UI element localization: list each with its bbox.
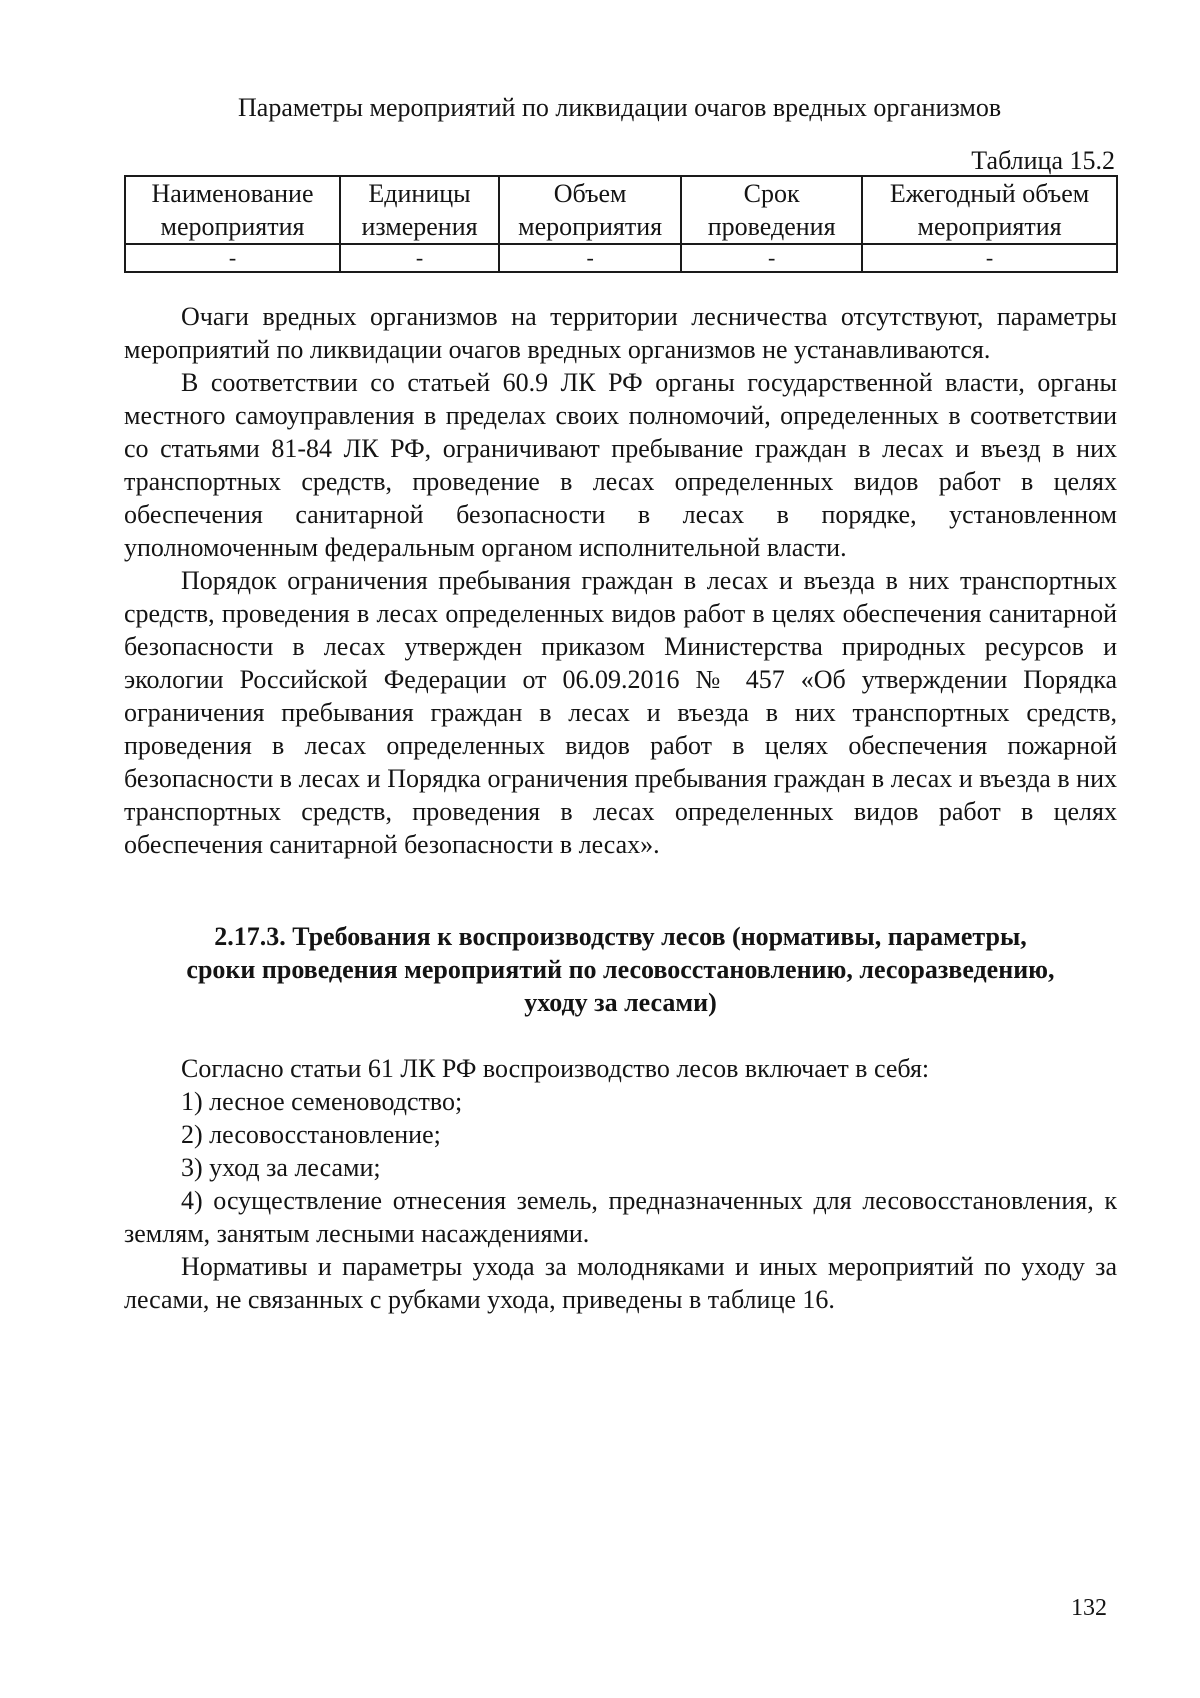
header-annual-volume: Ежегодный объем мероприятия [862,176,1117,244]
header-volume: Объем мероприятия [499,176,681,244]
paragraph-no-pests: Очаги вредных организмов на территории лесничества отсутствуют, параметры мероприятий по ликвидации очагов вредных организмов не устанавливаются. [124,302,1117,364]
header-units: Единицы измерения [340,176,499,244]
closing-paragraph: Нормативы и параметры ухода за молодняками и иных мероприятий по уходу за лесами, не связанных с рубками ухода, приведены в таблице 16. [124,1252,1117,1314]
heading-line: сроки проведения мероприятий по лесовосстановлению, лесоразведению, [186,955,1055,984]
table-row [125,244,1117,272]
list-item: 2) лесовосстановление; [181,1120,441,1149]
measures-table [124,175,1118,273]
heading-line: уходу за лесами) [524,988,717,1017]
section-heading [124,920,1117,1019]
header-measure-name: Наименование мероприятия [125,176,340,244]
table-caption: Параметры мероприятий по ликвидации очагов вредных организмов [238,93,1002,122]
list-intro: Согласно статьи 61 ЛК РФ воспроизводство лесов включает в себя: [181,1054,930,1083]
table-cell: - [862,244,1117,272]
list-item: 4) осуществление отнесения земель, предназначенных для лесовосстановления, к землям, занятым лесными насаждениями. [124,1186,1117,1248]
paragraph-order-457: Порядок ограничения пребывания граждан в лесах и въезда в них транспортных средств, проведения в лесах определенных видов работ в целях обеспечения санитарной безопасности в лесах утвержден приказом Министерства природных ресурсов и экологии Российской Федерации от 06.09.2016 № 457 «Об утверждении Порядка ограничения пребывания граждан в лесах и въезда в них транспортных средств, проведения в лесах определенных видов работ в целях обеспечения пожарной безопасности в лесах и Порядка ограничения пребывания граждан в лесах и въезда в них транспортных средств, проведения в лесах определенных видов работ в целях обеспечения санитарной безопасности в лесах». [124,566,1117,859]
header-term: Срок проведения [681,176,862,244]
paragraph-article-60-9: В соответствии со статьей 60.9 ЛК РФ органы государственной власти, органы местного самоуправления в пределах своих полномочий, определенных в соответствии со статьями 81-84 ЛК РФ, ограничивают пребывание граждан в лесах и въезд в них транспортных средств, проведение в лесах определенных видов работ в целях обеспечения санитарной безопасности в лесах в порядке, установленном уполномоченным федеральным органом исполнительной власти. [124,368,1117,562]
table-cell: - [681,244,862,272]
heading-line: 2.17.3. Требования к воспроизводству лесов (нормативы, параметры, [214,922,1027,951]
table-number-label: Таблица 15.2 [971,146,1115,175]
table-cell: - [125,244,340,272]
table-cell: - [499,244,681,272]
table-header-row [125,176,1117,244]
reproduction-list [124,1052,1117,1316]
body-text [124,300,1117,861]
page-number: 132 [1071,1595,1107,1621]
list-item: 1) лесное семеноводство; [181,1087,463,1116]
table-cell: - [340,244,499,272]
list-item: 3) уход за лесами; [181,1153,381,1182]
